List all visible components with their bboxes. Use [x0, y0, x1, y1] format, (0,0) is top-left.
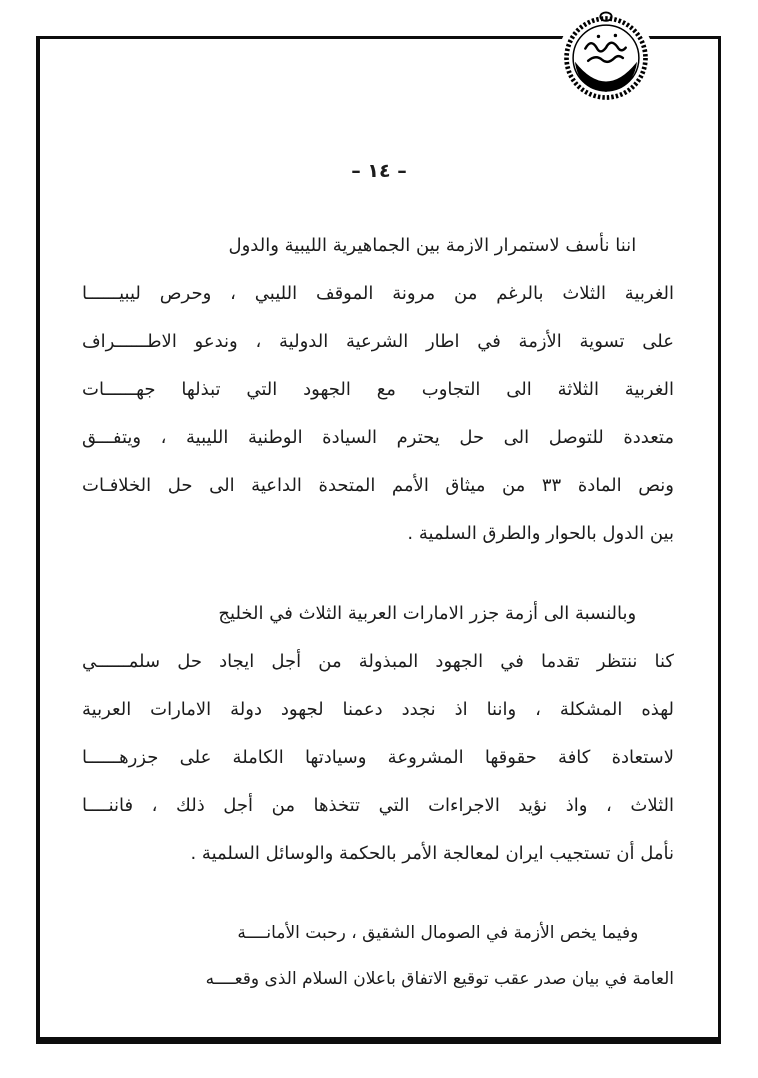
paragraph-uae-islands [82, 590, 674, 878]
text-line: العامة في بيان صدر عقب توقيع الاتفاق باعلان السلام الذى وقعــــه [205, 969, 674, 989]
document-text [82, 222, 674, 1002]
text-line: لهذه المشكلة ، واننا اذ نجدد دعمنا لجهود دولة الامارات العربية [82, 699, 674, 720]
arab-league-emblem-icon [558, 10, 654, 106]
text-line: كنا ننتظر تقدما في الجهود المبذولة من أجل ايجاد حل سلمــــــي [82, 651, 674, 672]
text-line: اننا نأسف لاستمرار الازمة بين الجماهيرية الليبية والدول [228, 235, 637, 256]
text-line: وبالنسبة الى أزمة جزر الامارات العربية الثلاث في الخليج [218, 603, 637, 624]
text-line: متعددة للتوصل الى حل يحترم السيادة الوطنية الليبية ، ويتفـــق [82, 427, 674, 448]
text-line: الثلاث ، واذ نؤيد الاجراءات التي تتخذها من أجل ذلك ، فاننــــا [82, 795, 674, 816]
text-line: الغربية الثلاثة الى التجاوب مع الجهود التي تبذلها جهــــــات [82, 379, 674, 400]
paragraph-somalia [82, 910, 674, 1002]
text-line: الغربية الثلاث بالرغم من مرونة الموقف الليبي ، وحرص ليبيــــــا [82, 283, 674, 304]
text-line: على تسوية الأزمة في اطار الشرعية الدولية ، وندعو الاطــــــراف [82, 331, 674, 352]
paragraph-libya-crisis [82, 222, 674, 558]
text-line: نأمل أن تستجيب ايران لمعالجة الأمر بالحكمة والوسائل السلمية . [190, 843, 674, 864]
page-number: – ١٤ – [351, 160, 407, 182]
text-line: وفيما يخص الأزمة في الصومال الشقيق ، رحبت الأمانــــة [237, 923, 639, 943]
text-line: بين الدول بالحوار والطرق السلمية . [407, 523, 674, 544]
text-line: ونص المادة ٣٣ من ميثاق الأمم المتحدة الداعية الى حل الخلافـات [82, 475, 674, 496]
text-line: لاستعادة كافة حقوقها المشروعة وسيادتها الكاملة على جزرهــــــا [82, 747, 674, 768]
